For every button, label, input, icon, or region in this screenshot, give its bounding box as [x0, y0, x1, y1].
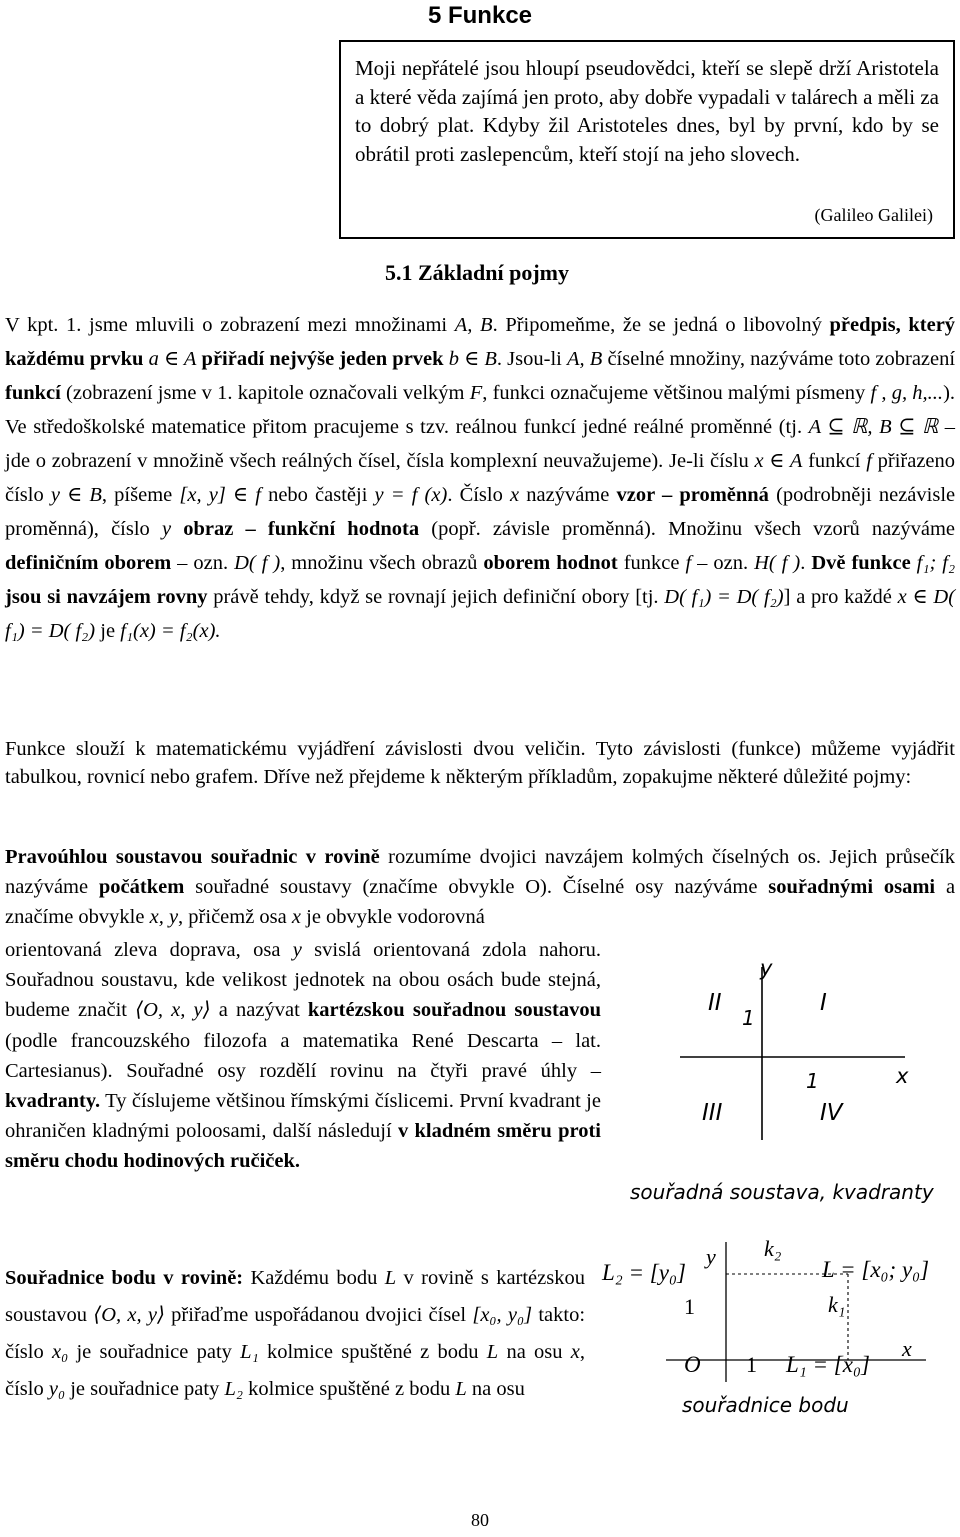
chapter-title: 5 Funkce — [427, 2, 533, 29]
text: , číslo — [5, 1341, 586, 1400]
bold-text: Souřadnice bodu v rovině: — [5, 1267, 244, 1289]
text: je souřadnice paty — [70, 1378, 220, 1400]
text: ] a pro každé — [783, 586, 892, 608]
bold-text: jsou si navzájem rovny — [5, 586, 208, 608]
math: x — [510, 484, 520, 506]
text: , přičemž osa — [178, 906, 287, 928]
math: L₁ — [240, 1341, 259, 1363]
math: A, B — [454, 314, 493, 336]
text: , funkci označujeme většinou malými písmeny — [482, 382, 866, 404]
l2-label: L₂ = [y₀] — [602, 1260, 686, 1285]
math: y = f (x) — [374, 484, 448, 506]
x-axis-label: x — [902, 1336, 912, 1361]
text: . — [800, 552, 806, 574]
quadrants-figure — [620, 945, 960, 1210]
text: . Připomeňme, že se jedná o libovolný — [492, 314, 822, 336]
paragraph-definition — [5, 308, 955, 648]
math: A ⊆ ℝ, B ⊆ ℝ — [808, 416, 939, 438]
text: (zobrazení jsme v 1. kapitole označovali velkým — [66, 382, 465, 404]
text: funkce — [623, 552, 680, 574]
text: (popř. závisle proměnná). Množinu všech vzorů nazýváme — [431, 518, 956, 540]
text: přiřazeno číslo — [5, 450, 956, 506]
text: přiřaďme uspořádanou dvojici čísel — [171, 1304, 467, 1326]
point-l-label: L = [x₀; y₀] — [822, 1257, 930, 1282]
text: . Jsou-li — [496, 348, 562, 370]
math: D( f₁) = D( f₂) — [664, 586, 784, 608]
figure-caption: souřadnice bodu — [682, 1393, 849, 1417]
text: . Číslo — [447, 484, 503, 506]
math: x — [291, 906, 301, 928]
bold-text: počátkem — [98, 876, 185, 898]
text: , píšeme — [101, 484, 173, 506]
text: je souřadnice paty — [76, 1341, 232, 1363]
text: v rovině s kartézskou soustavou — [5, 1267, 585, 1326]
bold-text: souřadnými osami — [768, 876, 936, 898]
math: x — [570, 1341, 580, 1363]
origin-label: O — [684, 1352, 701, 1377]
math: x ∈ A — [754, 450, 803, 472]
bold-text: vzor – proměnná — [616, 484, 769, 506]
text: a značíme obvykle — [5, 876, 956, 928]
quote-text: Moji nepřátelé jsou hloupí pseudovědci, kteří se slepě drží Aristotela a které věda zajímá jen proto, aby dobře vypadali v talárech a měli za to dobrý plat. Kdyby žil Aristoteles dnes, byl by první, kdo by se obrátil proti zaslepencům, kteří stojí na jeho slovech. — [355, 56, 939, 166]
bold-text: funkcí — [5, 382, 61, 404]
text: je obvykle vodorovná — [306, 906, 485, 928]
y-axis-label: y — [760, 956, 773, 980]
x-axis-label: x — [896, 1064, 909, 1088]
math: f₁; f₂ — [916, 552, 956, 574]
text: Každému bodu — [250, 1267, 378, 1289]
text: nebo častěji — [268, 484, 368, 506]
math: a ∈ A — [148, 348, 197, 370]
math: y ∈ B — [50, 484, 102, 506]
math: b ∈ B — [448, 348, 497, 370]
math: L — [455, 1378, 467, 1400]
paragraph-cartesian — [5, 935, 601, 1177]
math: y₀ — [48, 1378, 66, 1400]
bold-text: v kladném směru proti směru chodu hodinových ručiček. — [5, 1120, 601, 1173]
figure-caption: souřadná soustava, kvadranty — [630, 1180, 934, 1204]
text: rozumíme dvojici navzájem kolmých číselných os. Jejich průsečík nazýváme — [5, 846, 955, 898]
math: x₀ — [51, 1341, 69, 1363]
text: orientovaná zleva doprava, osa — [5, 939, 281, 961]
text: právě tehdy, když se rovnají jejich definiční obory [tj. — [213, 586, 659, 608]
l1-label: L₁ = [x₀] — [786, 1352, 870, 1377]
text: ). Ve středoškolské matematice přitom pracujeme s tzv. reálnou funkcí jedné reálné proměnné (tj. — [5, 382, 956, 438]
quadrant-i-label: I — [820, 990, 827, 1016]
text: (podrobněji nezávisle proměnná), číslo — [5, 484, 956, 540]
text: na osu — [471, 1378, 525, 1400]
math: H( f ) — [754, 552, 801, 574]
text: souřadné soustavy (značíme obvykle O). Číselné osy nazýváme — [195, 876, 758, 898]
math: f — [685, 552, 692, 574]
quote-author: (Galileo Galilei) — [814, 204, 933, 225]
quadrant-ii-label: II — [708, 990, 722, 1016]
bold-text: přiřadí nejvýše jeden prvek — [201, 348, 444, 370]
paragraph-point-coordinates — [5, 1260, 585, 1408]
quadrant-iii-label: III — [702, 1100, 723, 1126]
bold-text: oborem hodnot — [483, 552, 618, 574]
math: f — [866, 450, 872, 472]
text: nazýváme — [526, 484, 610, 506]
unit-y-label: 1 — [684, 1294, 695, 1319]
y-axis-label: y — [706, 1244, 716, 1269]
math: [x, y] ∈ f — [179, 484, 261, 506]
quote-box — [339, 40, 955, 239]
math: ⟨O, x, y⟩ — [135, 999, 211, 1022]
bold-text: Dvě funkce — [811, 552, 911, 574]
math: [x₀, y₀] — [472, 1304, 533, 1326]
math: y — [161, 518, 172, 540]
text: svislá orientovaná zdola nahoru. Souřadnou soustavu, kde velikost jednotek na obou osách bude stejná, budeme značit — [5, 939, 601, 1022]
math: F — [469, 382, 483, 404]
text: číselné množiny, nazýváme toto zobrazení — [607, 348, 956, 370]
unit-y-label: 1 — [742, 1006, 755, 1030]
math: f₁(x) = f₂(x). — [120, 620, 221, 642]
text: funkcí — [808, 450, 861, 472]
text: – jde o zobrazení v množině všech reálných čísel, čísla komplexní neuvažujeme). Je-li číslu — [5, 416, 956, 472]
section-title: 5.1 Základní pojmy — [385, 260, 569, 285]
text: (podle francouzského filozofa a matematika René Descarta – lat. Cartesianus). Souřadné osy rozdělí rovinu na čtyři pravé úhly – — [5, 1029, 601, 1082]
bold-text: Pravoúhlou soustavou souřadnic v rovině — [5, 846, 380, 868]
text: Ty číslujeme většinou římskými číslicemi. První kvadrant je ohraničen kladnými poloosami, další následují — [5, 1090, 601, 1143]
unit-x-label: 1 — [806, 1069, 819, 1093]
unit-x-label: 1 — [746, 1352, 757, 1377]
math: D( f ) — [234, 552, 281, 574]
text: – ozn. — [177, 552, 229, 574]
page-number: 80 — [471, 1510, 489, 1530]
k2-label: k₂ — [764, 1236, 782, 1261]
text: na osu — [506, 1341, 563, 1363]
math: L — [486, 1341, 499, 1363]
k1-label: k₁ — [828, 1292, 846, 1317]
text: kolmice spuštěné z bodu — [248, 1378, 451, 1400]
quadrant-iv-label: IV — [820, 1100, 843, 1126]
math: L — [384, 1267, 397, 1289]
paragraph-coordinate-system — [5, 842, 955, 932]
math: y — [292, 939, 302, 961]
math: x ∈ D( f₁) = D( f₂) — [5, 586, 956, 642]
bold-text: kvadranty. — [5, 1090, 101, 1113]
point-coordinates-figure — [596, 1232, 960, 1422]
math: L₂ — [224, 1378, 243, 1400]
text: a nazývat — [218, 999, 300, 1022]
text: – ozn. — [697, 552, 749, 574]
math: A, B — [567, 348, 603, 370]
text: takto: číslo — [5, 1304, 586, 1363]
math: x, y — [149, 906, 179, 928]
paragraph-intro: Funkce slouží k matematickému vyjádření závislosti dvou veličin. Tyto závislosti (funkce) můžeme vyjádřit tabulkou, rovnicí nebo grafem. Dříve než přejdeme k některým příkladům, zopakujme některé důležité pojmy: — [5, 738, 955, 788]
bold-text: kartézskou souřadnou soustavou — [307, 999, 602, 1022]
text: je — [100, 620, 116, 642]
math: ⟨O, x, y⟩ — [93, 1304, 165, 1326]
math: f , g, h,... — [870, 382, 944, 404]
bold-text: předpis, který každému prvku — [5, 314, 956, 370]
bold-text: obraz – funkční hodnota — [183, 518, 420, 540]
text: kolmice spuštěné z bodu — [266, 1341, 479, 1363]
bold-text: definičním oborem — [5, 552, 172, 574]
text: , množinu všech obrazů — [280, 552, 478, 574]
text: V kpt. 1. jsme mluvili o zobrazení mezi množinami — [5, 314, 448, 336]
